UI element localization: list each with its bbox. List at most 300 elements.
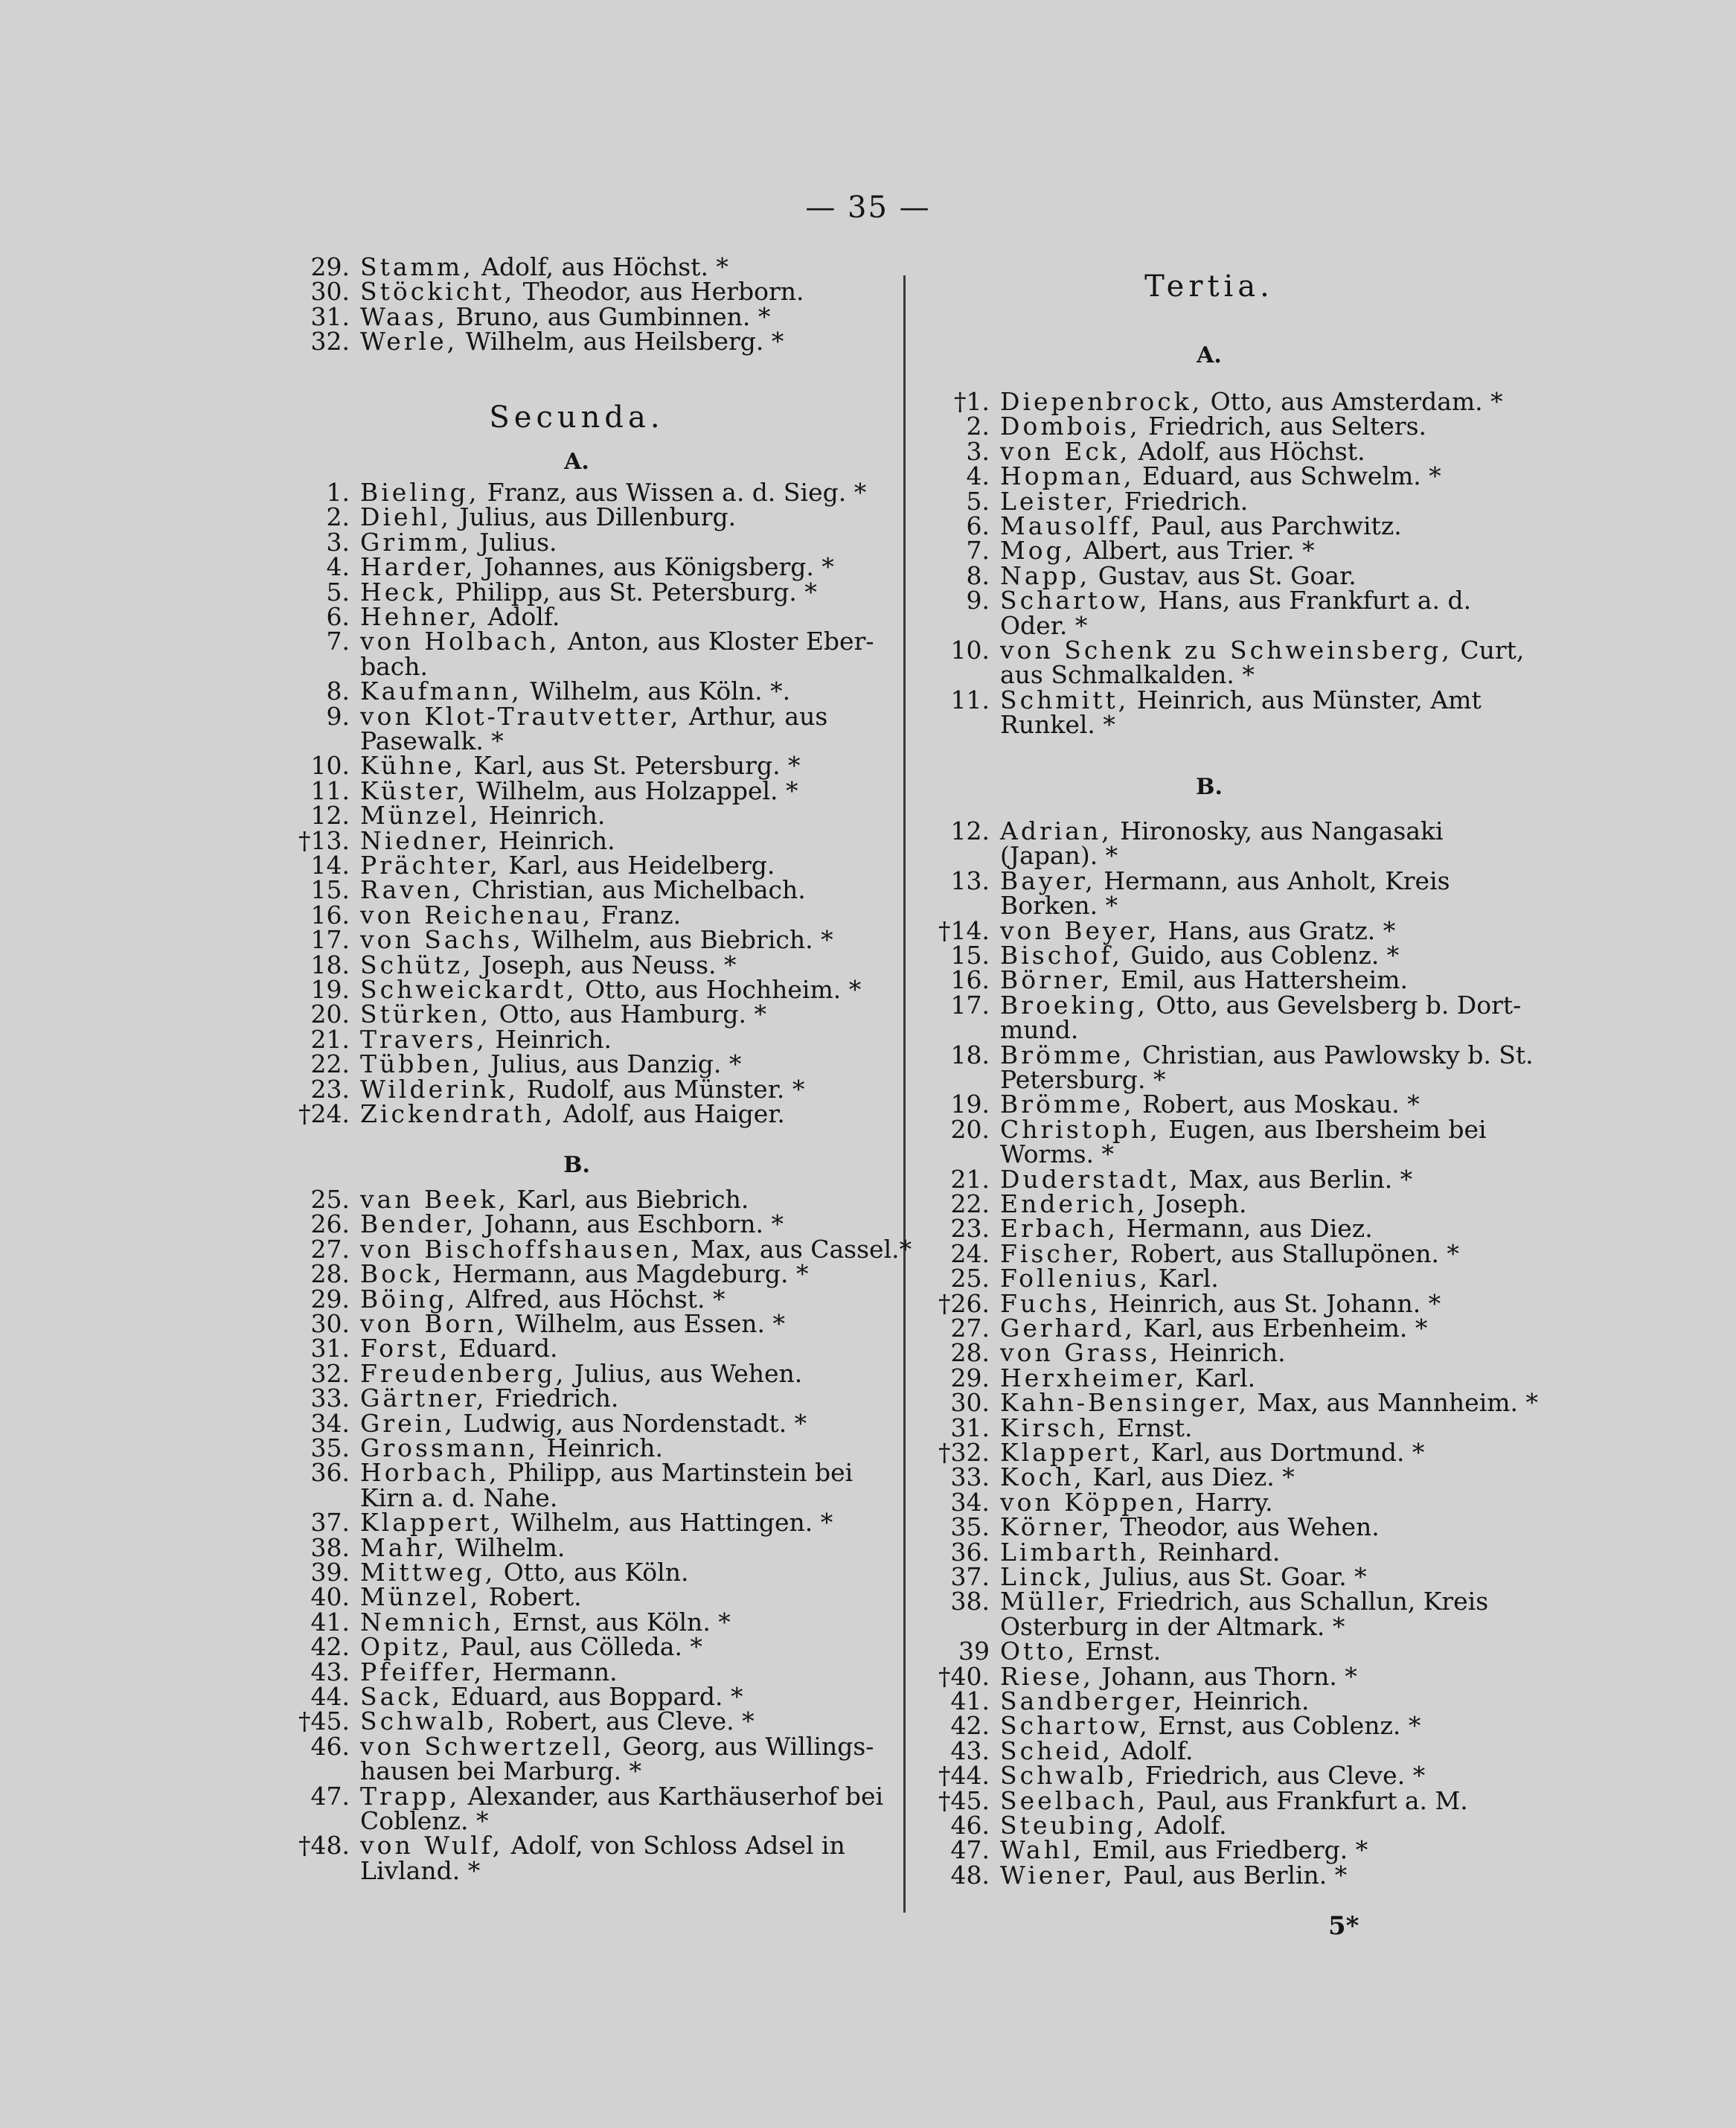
list-entry: [923, 412, 1496, 441]
entry-details: Emil, aus Hattersheim.: [1112, 965, 1408, 995]
signature-mark: 5*: [1328, 1911, 1359, 1941]
list-entry: [283, 1311, 871, 1336]
entry-details: Friedrich, aus Selters.: [1140, 412, 1427, 441]
entry-number: 26.: [310, 1209, 350, 1239]
entry-surname: Kahn-Bensinger,: [1000, 1388, 1250, 1418]
entry-number: 35.: [310, 1433, 350, 1462]
entry-details: Paul, aus Berlin. *: [1115, 1860, 1348, 1890]
list-entry: [283, 252, 871, 281]
entry-details: Heinrich.: [538, 1433, 664, 1462]
list-entry: [923, 461, 1496, 491]
entry-number: 28.: [310, 1259, 350, 1289]
list-entry: [923, 866, 1496, 895]
group-b-label: B.: [1196, 774, 1223, 800]
entry-continuation: Osterburg in der Altmark. *: [1000, 1611, 1345, 1641]
entry-details: Joseph, aus Neuss. *: [473, 950, 737, 979]
entry-surname: Seelbach,: [1000, 1785, 1149, 1815]
list-entry: [283, 1187, 871, 1212]
entry-continuation: hausen bei Marburg. *: [360, 1756, 642, 1786]
list-entry: [283, 1209, 871, 1239]
list-entry: [923, 685, 1496, 714]
list-entry: [923, 1264, 1496, 1293]
entry-number: 27.: [950, 1314, 990, 1343]
entry-surname: Schartow,: [1000, 1711, 1150, 1741]
list-entry: [923, 1189, 1496, 1218]
entry-details: Alfred, aus Höchst. *: [458, 1284, 726, 1314]
entry-details: Philipp, aus Martinstein bei: [499, 1458, 853, 1488]
list-entry: [283, 552, 871, 582]
list-entry: [283, 925, 871, 955]
entry-number: 44.: [310, 1682, 350, 1711]
entry-details: Ernst, aus Köln. *: [504, 1607, 731, 1637]
entry-number: 37.: [310, 1508, 350, 1538]
list-entry: [923, 1686, 1496, 1715]
entry-details: Wilhelm.: [447, 1532, 566, 1562]
entry-details: Paul, aus Cölleda. *: [452, 1632, 702, 1662]
entry-details: Friedrich.: [1116, 486, 1249, 516]
entry-number: 43.: [310, 1657, 350, 1686]
entry-surname: Grossmann,: [360, 1433, 539, 1462]
entry-number: 36.: [310, 1458, 350, 1488]
entry-details: Joseph.: [1147, 1189, 1247, 1218]
list-entry: [923, 1835, 1496, 1865]
entry-surname: Kühne,: [360, 751, 466, 781]
entry-surname: von Grass,: [1000, 1338, 1162, 1368]
entry-details: Gustav, aus St. Goar.: [1090, 560, 1357, 590]
list-entry: [923, 915, 1496, 945]
entry-surname: Tübben,: [360, 1049, 483, 1079]
entry-number: 18.: [310, 950, 350, 979]
entry-details: Franz.: [593, 900, 682, 930]
entry-details: Adolf.: [1113, 1736, 1194, 1765]
entry-surname: Waas,: [360, 301, 448, 331]
entry-number: 22.: [950, 1189, 990, 1218]
list-entry: [923, 1661, 1496, 1691]
list-entry: [283, 480, 871, 505]
entry-surname: Böing,: [360, 1284, 458, 1314]
entry-surname: Kirsch,: [1000, 1413, 1109, 1442]
entry-surname: Nemnich,: [360, 1607, 505, 1637]
entry-continuation: Coblenz. *: [360, 1806, 489, 1835]
list-entry: [283, 1024, 871, 1054]
entry-number: 8.: [326, 677, 350, 706]
entry-number: †48.: [298, 1831, 350, 1861]
entry-details: Hermann.: [484, 1657, 618, 1686]
entry-details: Adolf.: [1147, 1811, 1227, 1840]
entry-surname: Zickendrath,: [360, 1099, 556, 1128]
entry-number: 6.: [966, 511, 990, 540]
group-b-label: B.: [563, 1152, 590, 1178]
list-entry: [923, 1314, 1496, 1343]
entry-number: 24.: [950, 1238, 990, 1268]
section-title-secunda: Secunda.: [489, 400, 664, 435]
entry-number: 41.: [950, 1686, 990, 1715]
entry-number: 25.: [310, 1185, 350, 1214]
entry-details: Georg, aus Willings-: [614, 1731, 874, 1761]
entry-number: 7.: [966, 536, 990, 566]
entry-details: Christian, aus Pawlowsky b. St.: [1134, 1040, 1534, 1069]
entry-surname: von Schenk zu Schweinsberg,: [1000, 636, 1452, 665]
list-entry: [283, 1384, 871, 1413]
entry-surname: van Beek,: [360, 1185, 509, 1214]
entry-continuation: Pasewalk. *: [360, 726, 504, 755]
entry-surname: Bieling,: [360, 478, 480, 507]
entry-surname: Horbach,: [360, 1458, 500, 1488]
list-entry: [283, 851, 871, 880]
list-entry: [283, 801, 871, 831]
entry-details: Philipp, aus St. Petersburg. *: [447, 577, 817, 607]
entry-surname: Münzel,: [360, 801, 481, 831]
entry-surname: Fuchs,: [1000, 1288, 1101, 1318]
list-entry: [923, 1238, 1496, 1268]
entry-details: Rudolf, aus Münster. *: [519, 1074, 805, 1104]
entry-number: 48.: [950, 1860, 990, 1890]
entry-surname: Schütz,: [360, 950, 474, 979]
entry-details: Robert, aus Moskau. *: [1134, 1090, 1420, 1119]
entry-surname: Enderich,: [1000, 1189, 1148, 1218]
entry-surname: von Wulf,: [360, 1831, 504, 1861]
entry-number: 35.: [950, 1512, 990, 1542]
entry-details: Eugen, aus Ibersheim bei: [1160, 1114, 1487, 1144]
entry-continuation: Oder. *: [1000, 610, 1088, 640]
entry-number: 2.: [966, 412, 990, 441]
entry-number: †1.: [954, 387, 990, 416]
entry-surname: Sandberger,: [1000, 1686, 1185, 1715]
entry-number: 47.: [950, 1835, 990, 1865]
list-entry: [283, 825, 871, 855]
entry-number: 8.: [966, 560, 990, 590]
entry-number: 37.: [950, 1562, 990, 1591]
entry-details: Karl, aus Dortmund. *: [1143, 1438, 1425, 1467]
entry-surname: Klappert,: [360, 1508, 504, 1538]
entry-number: 2.: [326, 502, 350, 532]
entry-number: 29.: [310, 252, 350, 281]
entry-details: Guido, aus Coblenz. *: [1122, 941, 1400, 970]
entry-details: Heinrich.: [481, 801, 606, 831]
list-entry: [923, 1811, 1496, 1840]
entry-number: 1.: [326, 478, 350, 507]
entry-surname: von Reichenau,: [360, 900, 594, 930]
list-entry: [283, 527, 871, 557]
entry-surname: von Holbach,: [360, 627, 560, 656]
entry-number: 42.: [310, 1632, 350, 1662]
entry-details: Julius, aus Danzig. *: [482, 1049, 742, 1079]
list-entry: [283, 627, 874, 656]
entry-details: Karl, aus Diez. *: [1084, 1462, 1295, 1492]
entry-number: 4.: [966, 461, 990, 491]
entry-continuation: Livland. *: [360, 1855, 481, 1885]
entry-number: †44.: [938, 1761, 990, 1791]
entry-surname: Linck,: [1000, 1562, 1095, 1591]
entry-surname: Forst,: [360, 1334, 451, 1363]
entry-number: 17.: [950, 990, 990, 1020]
list-entry: [283, 1259, 871, 1289]
entry-details: Wilhelm, aus Biebrich. *: [523, 925, 833, 955]
entry-details: Adolf, aus Höchst.: [1130, 436, 1365, 466]
entry-details: Harry.: [1187, 1487, 1273, 1517]
list-entry: [923, 1711, 1496, 1741]
entry-number: †26.: [938, 1288, 990, 1318]
list-entry: [283, 1284, 871, 1314]
entry-surname: Börner,: [1000, 965, 1113, 995]
entry-number: 4.: [326, 552, 350, 582]
entry-details: Theodor, aus Herborn.: [515, 277, 804, 307]
entry-surname: Gerhard,: [1000, 1314, 1136, 1343]
list-entry: [923, 636, 1525, 665]
entry-details: Johann, aus Thorn. *: [1093, 1661, 1357, 1691]
entry-details: Wilhelm, aus Köln. *.: [522, 677, 791, 706]
list-entry: [923, 1637, 1496, 1666]
list-entry: [283, 950, 871, 979]
entry-details: Heinrich.: [1185, 1686, 1310, 1715]
entry-surname: Mausolff,: [1000, 511, 1143, 540]
entry-number: 32.: [310, 1358, 350, 1388]
entry-surname: Wilderink,: [360, 1074, 519, 1104]
entry-details: Otto, aus Köln.: [496, 1558, 689, 1587]
entry-number: 30.: [950, 1388, 990, 1418]
entry-surname: Stöckicht,: [360, 277, 516, 307]
entry-number: 42.: [950, 1711, 990, 1741]
entry-number: 5.: [966, 486, 990, 516]
column-divider: [903, 275, 906, 1913]
list-entry: [283, 1707, 871, 1736]
section-title-tertia: Tertia.: [1144, 269, 1274, 304]
entry-number: †45.: [298, 1707, 350, 1736]
list-entry: [283, 1508, 871, 1538]
entry-surname: Prächter,: [360, 851, 501, 880]
entry-details: Ernst.: [1109, 1413, 1193, 1442]
entry-number: 46.: [310, 1731, 350, 1761]
list-entry: [923, 1587, 1496, 1616]
entry-number: 5.: [326, 577, 350, 607]
entry-number: 39.: [310, 1558, 350, 1587]
list-entry: [923, 586, 1496, 615]
list-entry: [923, 1537, 1496, 1567]
list-entry: [283, 577, 871, 607]
list-entry: [283, 1358, 871, 1388]
entry-details: Hans, aus Gratz. *: [1159, 915, 1396, 945]
entry-details: Eduard, aus Schwelm. *: [1134, 461, 1441, 491]
entry-details: Hermann, aus Magdeburg. *: [444, 1259, 809, 1289]
entry-details: Curt,: [1452, 636, 1525, 665]
entry-surname: Grimm,: [360, 527, 472, 557]
list-entry: [923, 1413, 1496, 1442]
entry-details: Ludwig, aus Nordenstadt. *: [455, 1408, 807, 1438]
entry-number: 6.: [326, 602, 350, 631]
list-entry: [283, 277, 871, 307]
entry-number: 38.: [310, 1532, 350, 1562]
entry-number: 10.: [950, 636, 990, 665]
list-entry: [283, 999, 871, 1029]
entry-number: 15.: [310, 875, 350, 905]
entry-surname: Travers,: [360, 1024, 487, 1054]
list-entry: [283, 977, 871, 1002]
entry-number: 9.: [326, 701, 350, 731]
list-entry: [923, 1736, 1496, 1765]
entry-details: Ernst.: [1077, 1637, 1162, 1666]
entry-details: Karl, aus Heidelberg.: [500, 851, 775, 880]
entry-number: 22.: [310, 1049, 350, 1079]
entry-details: Heinrich.: [1161, 1338, 1286, 1368]
entry-surname: von Beyer,: [1000, 915, 1160, 945]
list-entry: [283, 900, 871, 930]
entry-surname: von Köppen,: [1000, 1487, 1188, 1517]
entry-number: 46.: [950, 1811, 990, 1840]
entry-surname: Heck,: [360, 577, 448, 607]
list-entry: [283, 775, 871, 805]
entry-surname: Trapp,: [360, 1781, 461, 1811]
entry-surname: Limbarth,: [1000, 1537, 1150, 1567]
entry-number: 15.: [950, 941, 990, 970]
list-entry: [923, 965, 1496, 995]
entry-details: Robert, aus Stallupönen. *: [1122, 1238, 1459, 1268]
entry-surname: Otto,: [1000, 1637, 1077, 1666]
entry-surname: Diepenbrock,: [1000, 387, 1203, 416]
list-entry: [923, 1114, 1496, 1144]
list-entry: [283, 875, 871, 905]
list-entry: [283, 1558, 871, 1587]
entry-number: 7.: [326, 627, 350, 656]
entry-number: †13.: [298, 825, 350, 855]
entry-number: 21.: [950, 1164, 990, 1194]
entry-number: 3.: [966, 436, 990, 466]
entry-details: Johannes, aus Königsberg. *: [475, 552, 834, 582]
entry-number: 29.: [310, 1284, 350, 1314]
entry-number: 9.: [966, 586, 990, 615]
entry-surname: von Born,: [360, 1309, 507, 1338]
list-entry: [283, 1632, 871, 1662]
entry-details: Otto, aus Amsterdam. *: [1202, 387, 1503, 416]
list-entry: [923, 1512, 1496, 1542]
entry-details: Hironosky, aus Nangasaki: [1112, 816, 1444, 845]
entry-details: Karl.: [1150, 1264, 1219, 1293]
entry-surname: von Bischoffshausen,: [360, 1234, 683, 1264]
entry-details: Emil, aus Friedberg. *: [1084, 1835, 1368, 1865]
entry-details: Max, aus Mannheim. *: [1249, 1388, 1539, 1418]
entry-surname: Grein,: [360, 1408, 455, 1438]
entry-number: †24.: [298, 1099, 350, 1128]
entry-number: †32.: [938, 1438, 990, 1467]
entry-details: Karl, aus Erbenheim. *: [1135, 1314, 1428, 1343]
entry-number: 34.: [950, 1487, 990, 1517]
group-a-label: A.: [1197, 342, 1222, 368]
entry-number: 30.: [310, 277, 350, 307]
entry-surname: Scheid,: [1000, 1736, 1114, 1765]
list-entry: [923, 486, 1496, 516]
entry-surname: Bender,: [360, 1209, 477, 1239]
entry-details: Friedrich, aus Schallun, Kreis: [1109, 1587, 1489, 1616]
entry-details: Hermann, aus Diez.: [1118, 1214, 1373, 1244]
list-entry: [923, 387, 1503, 416]
list-entry: [923, 990, 1522, 1020]
list-entry: [923, 1785, 1496, 1815]
list-entry: [923, 536, 1496, 566]
entry-surname: Freudenberg,: [360, 1358, 567, 1388]
entry-surname: Broeking,: [1000, 990, 1148, 1020]
entry-details: Julius, aus Wehen.: [566, 1358, 803, 1388]
entry-details: Adolf.: [479, 602, 560, 631]
entry-surname: Fischer,: [1000, 1238, 1123, 1268]
entry-details: Heinrich.: [490, 825, 615, 855]
entry-continuation: Worms. *: [1000, 1139, 1115, 1169]
entry-details: Karl.: [1187, 1363, 1256, 1392]
entry-details: Franz, aus Wissen a. d. Sieg. *: [479, 478, 867, 507]
entry-continuation: bach.: [360, 651, 429, 681]
entry-number: 14.: [310, 851, 350, 880]
entry-number: 20.: [310, 999, 350, 1029]
entry-details: Robert, aus Cleve. *: [497, 1707, 755, 1736]
entry-surname: Bayer,: [1000, 866, 1096, 895]
entry-surname: Gärtner,: [360, 1384, 487, 1413]
entry-number: 21.: [310, 1024, 350, 1054]
entry-surname: Duderstadt,: [1000, 1164, 1181, 1194]
list-entry: [923, 1090, 1496, 1119]
entry-number: 41.: [310, 1607, 350, 1637]
list-entry: [283, 604, 871, 629]
entry-surname: Hopman,: [1000, 461, 1135, 491]
entry-surname: Hehner,: [360, 602, 480, 631]
list-entry: [923, 1860, 1496, 1890]
entry-number: 27.: [310, 1234, 350, 1264]
entry-surname: Körner,: [1000, 1512, 1112, 1542]
entry-details: Paul, aus Frankfurt a. M.: [1148, 1785, 1468, 1815]
entry-surname: Küster,: [360, 775, 469, 805]
entry-details: Wilhelm, aus Hattingen. *: [503, 1508, 833, 1538]
entry-surname: Herxheimer,: [1000, 1363, 1188, 1392]
entry-details: Max, aus Cassel.*: [682, 1234, 912, 1264]
entry-continuation: Petersburg. *: [1000, 1065, 1166, 1094]
entry-continuation: mund.: [1000, 1015, 1079, 1045]
entry-number: 20.: [950, 1114, 990, 1144]
entry-details: Reinhard.: [1150, 1537, 1281, 1567]
page-number: — 35 —: [805, 191, 931, 225]
list-entry: [283, 1831, 871, 1861]
entry-surname: Christoph,: [1000, 1114, 1161, 1144]
entry-surname: Münzel,: [360, 1582, 481, 1612]
entry-number: 19.: [950, 1090, 990, 1119]
entry-number: 11.: [950, 685, 990, 714]
entry-surname: von Klot-Trautvetter,: [360, 701, 682, 731]
entry-details: Adolf, aus Höchst. *: [473, 252, 728, 281]
entry-number: 38.: [950, 1587, 990, 1616]
entry-number: 34.: [310, 1408, 350, 1438]
list-entry: [283, 1731, 874, 1761]
entry-number: 10.: [310, 751, 350, 781]
entry-details: Heinrich, aus St. Johann. *: [1101, 1288, 1441, 1318]
entry-details: Otto, aus Hamburg. *: [491, 999, 766, 1029]
list-entry: [283, 1433, 871, 1462]
entry-continuation: Runkel. *: [1000, 710, 1115, 740]
entry-surname: Mahr,: [360, 1532, 448, 1562]
entry-surname: Napp,: [1000, 560, 1091, 590]
entry-continuation: Kirn a. d. Nahe.: [360, 1482, 558, 1512]
list-entry: [923, 1761, 1496, 1791]
list-entry: [283, 1334, 871, 1363]
list-entry: [923, 1288, 1496, 1318]
entry-surname: Werle,: [360, 327, 458, 356]
entry-details: Anton, aus Kloster Eber-: [560, 627, 874, 656]
entry-number: 11.: [310, 775, 350, 805]
entry-number: †14.: [938, 915, 990, 945]
entry-details: Ernst, aus Coblenz. *: [1150, 1711, 1421, 1741]
entry-surname: Leister,: [1000, 486, 1117, 516]
list-entry: [923, 1164, 1496, 1194]
entry-details: Bruno, aus Gumbinnen. *: [447, 301, 771, 331]
list-entry: [923, 1363, 1496, 1392]
entry-details: Karl, aus Biebrich.: [508, 1185, 749, 1214]
entry-details: Julius, aus Dillenburg.: [451, 502, 737, 532]
list-entry: [283, 502, 871, 532]
